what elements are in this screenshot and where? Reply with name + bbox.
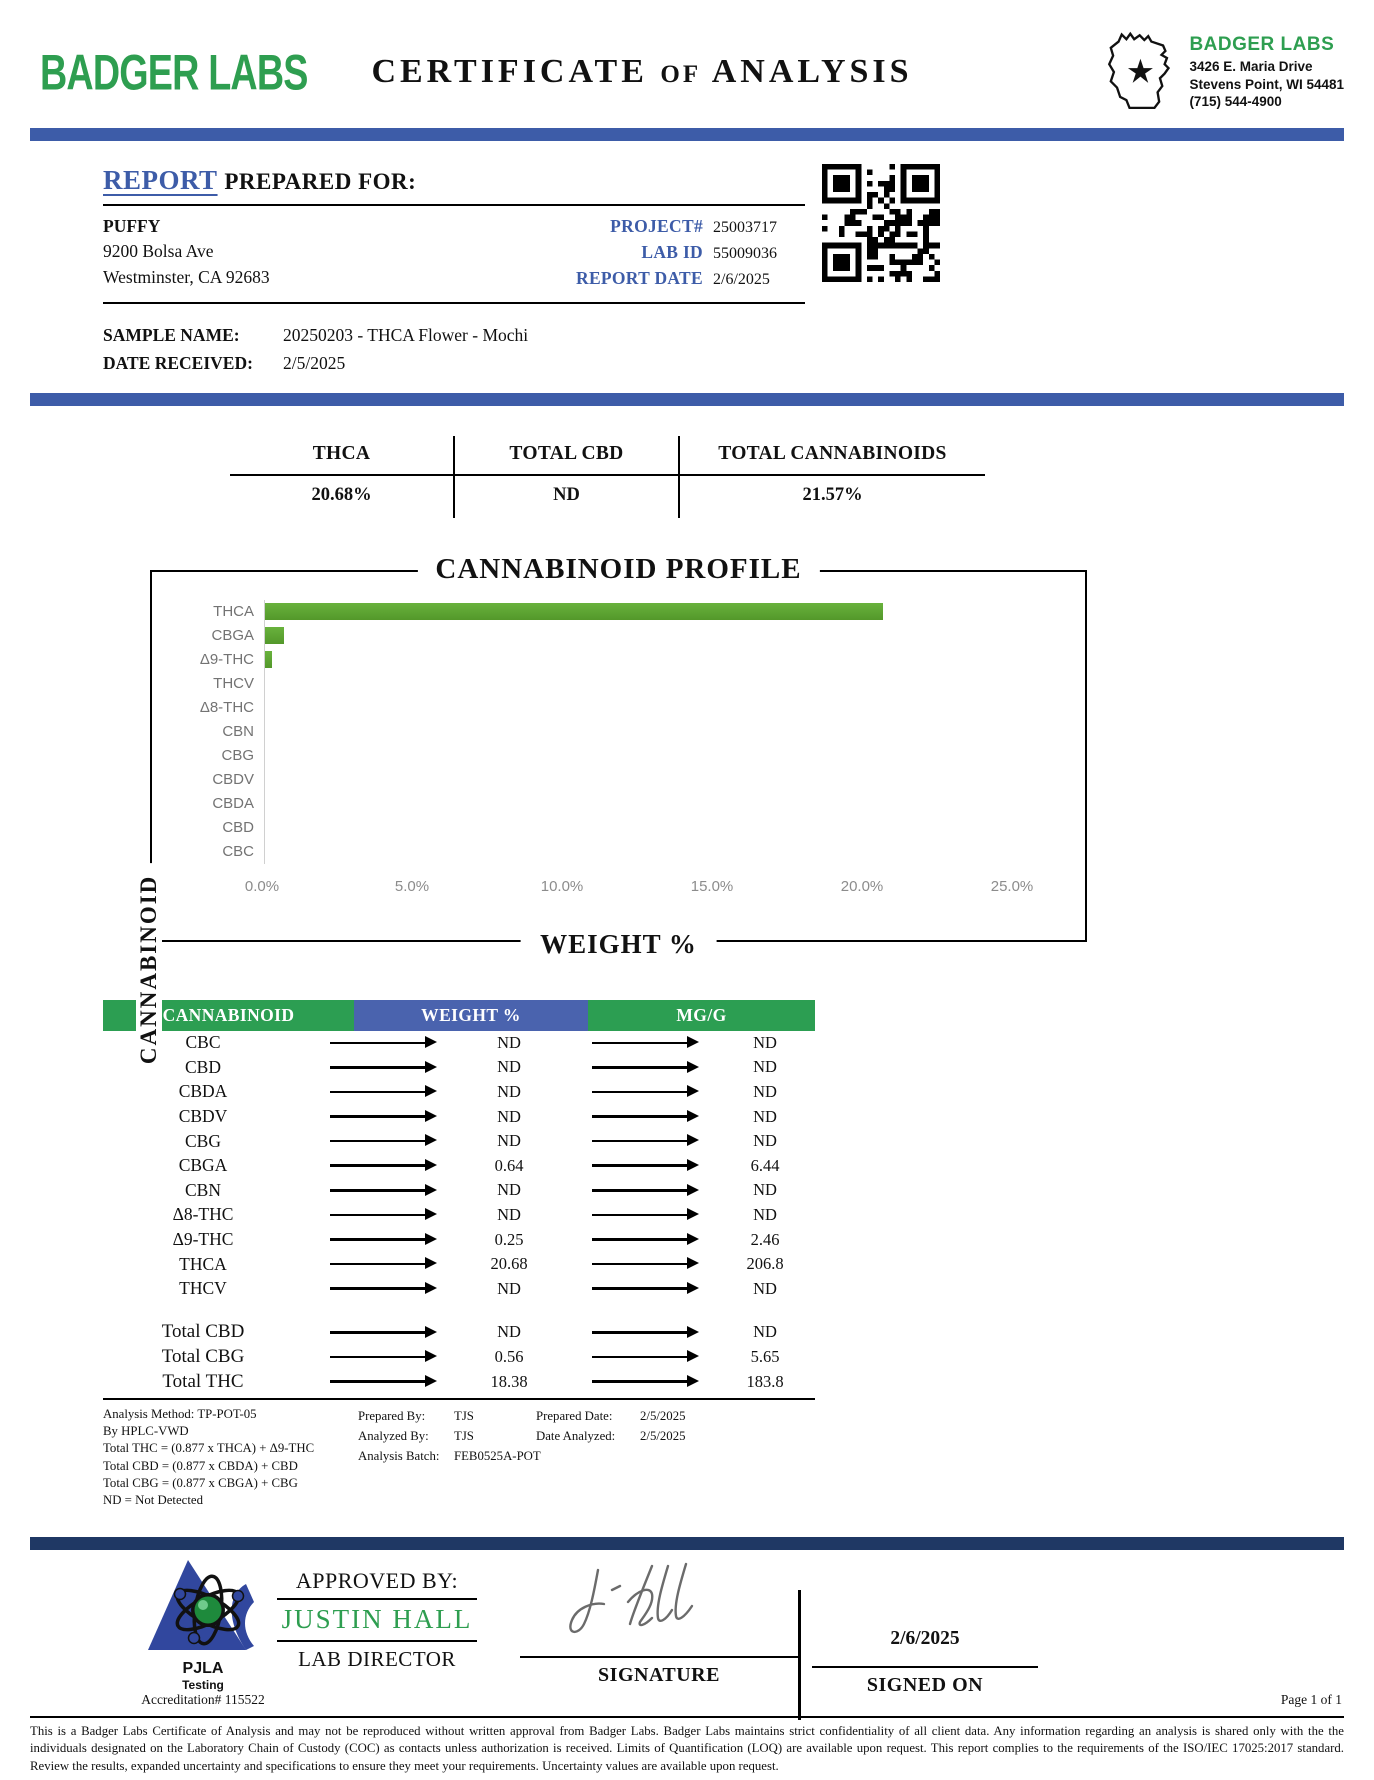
row-weight-value: 18.38 [490, 1371, 528, 1391]
chart-bar [265, 651, 272, 668]
lab-address-line2: Stevens Point, WI 54481 [1189, 76, 1344, 92]
client-name: PUFFY [103, 216, 161, 236]
table-row [103, 1129, 815, 1154]
arrow-icon [330, 1356, 426, 1359]
summary-header-total-cannabinoids: TOTAL CANNABINOIDS [680, 436, 985, 476]
footer-disclaimer: This is a Badger Labs Certificate of Analysis and may not be reproduced without written approval from Badger Labs. Badger Labs maintains strict confidentiality of all client data. Any information regarding an analysis is shared only with the the individuals designated on the Laboratory Chain of Custody (COC) as contacts unless authorization is received. Limits of Quantification (LOQ) are available upon request. This report complies to the requirements of the ISO/IEC 17025:2017 standard. Review the results, expanded uncertainty and specifications to ensure they meet your requirements. Uncertainty values are available upon request. [30, 1716, 1344, 1775]
lab-address-text [1189, 33, 1344, 110]
chart-bar-row [222, 816, 1012, 840]
meta-block [535, 214, 805, 294]
row-weight-value: ND [497, 1278, 521, 1298]
chart-bar-track [264, 624, 1012, 648]
row-cannabinoid-name: THCV [179, 1278, 227, 1299]
row-mgg-value: 6.44 [750, 1155, 780, 1175]
arrow-icon [330, 1115, 426, 1118]
row-mgg-value: ND [753, 1057, 777, 1077]
arrow-icon [592, 1189, 688, 1192]
table-row [103, 1203, 815, 1228]
pjla-program: Testing [182, 1678, 224, 1692]
note-line: By HPLC-VWD [103, 1424, 189, 1439]
table-row [103, 1320, 815, 1345]
summary-value-thca: 20.68% [230, 476, 455, 518]
arrow-icon [592, 1140, 688, 1143]
results-table-totals [103, 1320, 815, 1394]
pjla-org: PJLA [182, 1660, 224, 1677]
table-row [103, 1153, 815, 1178]
row-weight-value: 20.68 [490, 1254, 528, 1274]
chart-category-label: Δ8-THC [199, 699, 254, 716]
table-row [103, 1252, 815, 1277]
page-title [360, 53, 924, 91]
row-cannabinoid-name: CBN [185, 1179, 221, 1200]
arrow-icon [592, 1287, 688, 1290]
analysis-batch-value: FEB0525A-POT [454, 1449, 541, 1464]
approved-by-label: APPROVED BY: [277, 1568, 477, 1600]
chart-bar-track [264, 600, 1012, 624]
x-tick-label: 20.0% [840, 877, 884, 895]
arrow-icon [592, 1380, 688, 1383]
analysis-batch-label: Analysis Batch: [358, 1449, 440, 1464]
chart-title: CANNABINOID PROFILE [417, 553, 819, 586]
sample-block [103, 314, 805, 377]
results-table [103, 1000, 815, 1400]
sample-name-value: 20250203 - THCA Flower - Mochi [283, 325, 529, 345]
row-mgg-value: ND [753, 1131, 777, 1151]
date-received-label: DATE RECEIVED: [103, 353, 253, 374]
row-cannabinoid-name: Total THC [162, 1370, 244, 1392]
report-date-value: 2/6/2025 [713, 271, 770, 288]
client-address2: Westminster, CA 92683 [103, 266, 270, 287]
arrow-icon [330, 1140, 426, 1143]
header [0, 0, 1374, 122]
chart-category-label: THCV [213, 675, 254, 692]
client-block [103, 214, 535, 294]
note-line: Analysis Method: TP-POT-05 [103, 1406, 257, 1421]
col-header-mgg: MG/G [588, 1000, 815, 1031]
signature-label: SIGNATURE [598, 1664, 720, 1686]
chart-bar-track [264, 720, 1012, 744]
row-mgg-value: ND [753, 1180, 777, 1200]
col-header-cannabinoid: CANNABINOID [103, 1000, 354, 1031]
row-weight-value: 0.25 [494, 1229, 524, 1249]
chart-bar-track [264, 672, 1012, 696]
approval-vertical-divider [798, 1590, 801, 1720]
summary-strip [230, 436, 985, 518]
row-cannabinoid-name: Total CBG [161, 1345, 245, 1367]
meta-row [535, 242, 805, 263]
report-heading-rest: PREPARED FOR: [224, 169, 417, 194]
row-mgg-value: 206.8 [746, 1254, 784, 1274]
table-row [103, 1104, 815, 1129]
wisconsin-map-icon [1103, 26, 1181, 118]
chart-plot-area [199, 600, 1034, 908]
signature-block [520, 1550, 798, 1687]
chart-category-label: Δ9-THC [199, 651, 254, 668]
row-cannabinoid-name: Total CBD [161, 1321, 245, 1343]
footnotes [103, 1406, 815, 1510]
arrow-icon [592, 1331, 688, 1334]
results-table-body [103, 1031, 815, 1302]
title-word-2: OF [660, 61, 702, 88]
table-row [103, 1055, 815, 1080]
method-notes [103, 1406, 358, 1510]
date-analyzed-value: 2/5/2025 [640, 1429, 686, 1444]
prepared-by-label: Prepared By: [358, 1408, 426, 1423]
row-cannabinoid-name: THCA [179, 1253, 227, 1274]
title-word-3: ANALYSIS [711, 53, 913, 90]
note-line: ND = Not Detected [103, 1493, 203, 1508]
row-cannabinoid-name: CBDA [178, 1081, 228, 1102]
table-row [103, 1227, 815, 1252]
divider-bar-middle [30, 393, 1344, 406]
row-cannabinoid-name: CBGA [178, 1155, 228, 1176]
prepared-date-value: 2/5/2025 [640, 1408, 686, 1423]
lab-address-block [924, 26, 1344, 118]
divider-bar-top [30, 128, 1344, 141]
signed-on-label: SIGNED ON [866, 1674, 984, 1696]
arrow-icon [330, 1380, 426, 1383]
signed-on-block [812, 1550, 1038, 1697]
arrow-icon [330, 1091, 426, 1094]
approver-name: JUSTIN HALL [277, 1600, 477, 1642]
chart-bar-row [213, 600, 1012, 624]
x-tick-label: 5.0% [394, 877, 430, 895]
prepared-by-value: TJS [454, 1408, 474, 1423]
arrow-icon [592, 1238, 688, 1241]
arrow-icon [330, 1263, 426, 1266]
note-line: Total CBD = (0.877 x CBDA) + CBD [103, 1458, 298, 1473]
arrow-icon [330, 1331, 426, 1334]
row-mgg-value: ND [753, 1081, 777, 1101]
results-bottom-rule [103, 1398, 815, 1400]
chart-bar-row [213, 672, 1012, 696]
chart-category-label: CBG [221, 747, 254, 764]
arrow-icon [592, 1263, 688, 1266]
row-mgg-value: ND [753, 1032, 777, 1052]
date-analyzed-label: Date Analyzed: [536, 1429, 616, 1444]
signature-icon [560, 1554, 760, 1654]
table-row [103, 1345, 815, 1370]
chart-category-label: CBC [222, 843, 254, 860]
labid-value: 55009036 [713, 245, 777, 262]
chart-y-axis-label: CANNABINOID [136, 862, 162, 1075]
sample-name-label: SAMPLE NAME: [103, 325, 240, 345]
table-row [103, 1031, 815, 1056]
arrow-icon [330, 1066, 426, 1069]
arrow-icon [592, 1042, 688, 1045]
chart-category-label: THCA [213, 603, 254, 620]
project-value: 25003717 [713, 219, 777, 236]
arrow-icon [592, 1115, 688, 1118]
row-cannabinoid-name: Δ9-THC [172, 1229, 234, 1250]
pjla-logo-icon [142, 1554, 264, 1666]
lab-name: BADGER LABS [1189, 34, 1335, 56]
prepared-date-label: Prepared Date: [536, 1408, 613, 1423]
heading-rule [103, 204, 805, 206]
row-mgg-value: 2.46 [750, 1229, 780, 1249]
lab-phone: (715) 544-4900 [1189, 94, 1282, 110]
table-row [103, 1369, 815, 1394]
chart-bar-row [221, 744, 1012, 768]
row-weight-value: ND [497, 1322, 521, 1342]
arrow-icon [592, 1066, 688, 1069]
summary-value-total-cannabinoids: 21.57% [802, 484, 863, 505]
client-address1: 9200 Bolsa Ave [103, 241, 214, 262]
row-weight-value: ND [497, 1032, 521, 1052]
arrow-icon [330, 1214, 426, 1217]
note-line: Total CBG = (0.877 x CBGA) + CBG [103, 1475, 298, 1490]
row-cannabinoid-name: CBC [185, 1032, 221, 1053]
approval-section [0, 1537, 1374, 1715]
chart-category-label: CBD [222, 819, 254, 836]
approved-by-block [277, 1568, 477, 1672]
arrow-icon [330, 1238, 426, 1241]
results-table-header [103, 1000, 815, 1031]
row-weight-value: ND [497, 1057, 521, 1077]
row-weight-value: 0.56 [494, 1346, 524, 1366]
chart-bar-row [199, 696, 1012, 720]
note-line: Total THC = (0.877 x THCA) + Δ9-THC [103, 1441, 315, 1456]
chart-bar-track [264, 696, 1012, 720]
chart-xticks [244, 877, 1034, 908]
analyzed-by-label: Analyzed By: [358, 1429, 429, 1444]
chart-bar-row [211, 624, 1012, 648]
title-word-1: CERTIFICATE [371, 53, 648, 90]
approver-title: LAB DIRECTOR [298, 1647, 456, 1671]
page-number: Page 1 of 1 [1280, 1692, 1342, 1707]
meta-row [535, 268, 805, 289]
analyzed-by-value: TJS [454, 1429, 474, 1444]
row-weight-value: ND [497, 1131, 521, 1151]
table-row [103, 1276, 815, 1301]
row-mgg-value: ND [753, 1278, 777, 1298]
row-cannabinoid-name: Δ8-THC [172, 1204, 234, 1225]
x-tick-label: 15.0% [690, 877, 734, 895]
row-cannabinoid-name: CBD [185, 1056, 221, 1077]
chart-bar-track [264, 816, 1012, 840]
report-date-label: REPORT DATE [576, 268, 703, 288]
report-heading [103, 165, 805, 196]
signed-date: 2/6/2025 [890, 1628, 960, 1649]
arrow-icon [592, 1214, 688, 1217]
x-tick-label: 0.0% [244, 877, 280, 895]
chart-bar-row [199, 648, 1012, 672]
chart-bar-track [264, 648, 1012, 672]
badger-labs-logo [30, 37, 360, 107]
arrow-icon [330, 1189, 426, 1192]
chart-x-axis-label: WEIGHT % [520, 929, 717, 960]
summary-header-thca: THCA [230, 436, 455, 476]
table-row [103, 1080, 815, 1105]
arrow-icon [592, 1164, 688, 1167]
brand-wordmark: BADGER LABS [40, 43, 308, 101]
prep-notes [358, 1406, 730, 1510]
chart-bar-row [212, 768, 1012, 792]
chart-bar-row [222, 720, 1012, 744]
meta-row [535, 216, 805, 237]
col-header-weight: WEIGHT % [354, 1000, 588, 1031]
arrow-icon [330, 1287, 426, 1290]
chart-bar-track [264, 840, 1012, 864]
chart-bar-row [212, 792, 1012, 816]
date-received-value: 2/5/2025 [283, 353, 346, 374]
row-mgg-value: ND [753, 1106, 777, 1126]
project-label: PROJECT# [610, 216, 703, 236]
row-weight-value: ND [497, 1204, 521, 1224]
qr-code [822, 164, 940, 287]
row-mgg-value: ND [753, 1204, 777, 1224]
chart-category-label: CBGA [211, 627, 254, 644]
divider-bar-bottom [30, 1537, 1344, 1550]
report-heading-word: REPORT [103, 165, 218, 195]
x-tick-label: 25.0% [990, 877, 1034, 895]
row-mgg-value: ND [753, 1322, 777, 1342]
chart-bar [265, 603, 883, 620]
row-mgg-value: 5.65 [750, 1346, 780, 1366]
row-cannabinoid-name: CBG [185, 1130, 221, 1151]
row-weight-value: ND [497, 1081, 521, 1101]
client-meta-row [103, 214, 805, 294]
lab-address-line1: 3426 E. Maria Drive [1189, 59, 1313, 75]
chart-bar [265, 627, 284, 644]
chart-bar-row [222, 840, 1012, 864]
pjla-accreditation-number: Accreditation# 115522 [141, 1692, 265, 1707]
report-info-section [103, 165, 805, 377]
arrow-icon [330, 1164, 426, 1167]
chart-bar-track [264, 768, 1012, 792]
chart-category-label: CBN [222, 723, 254, 740]
x-tick-label: 10.0% [540, 877, 584, 895]
chart-category-label: CBDA [212, 795, 254, 812]
row-weight-value: ND [497, 1106, 521, 1126]
row-mgg-value: 183.8 [746, 1371, 784, 1391]
chart-rows [199, 600, 1012, 864]
row-cannabinoid-name: CBDV [178, 1106, 228, 1127]
row-weight-value: 0.64 [494, 1155, 524, 1175]
arrow-icon [330, 1042, 426, 1045]
chart-bar-track [264, 792, 1012, 816]
labid-label: LAB ID [641, 242, 703, 262]
arrow-icon [592, 1356, 688, 1359]
row-weight-value: ND [497, 1180, 521, 1200]
summary-value-total-cbd: ND [455, 476, 680, 518]
arrow-icon [592, 1091, 688, 1094]
chart-category-label: CBDV [212, 771, 254, 788]
sample-rule [103, 302, 805, 304]
chart-bar-track [264, 744, 1012, 768]
summary-header-total-cbd: TOTAL CBD [455, 436, 680, 476]
table-row [103, 1178, 815, 1203]
